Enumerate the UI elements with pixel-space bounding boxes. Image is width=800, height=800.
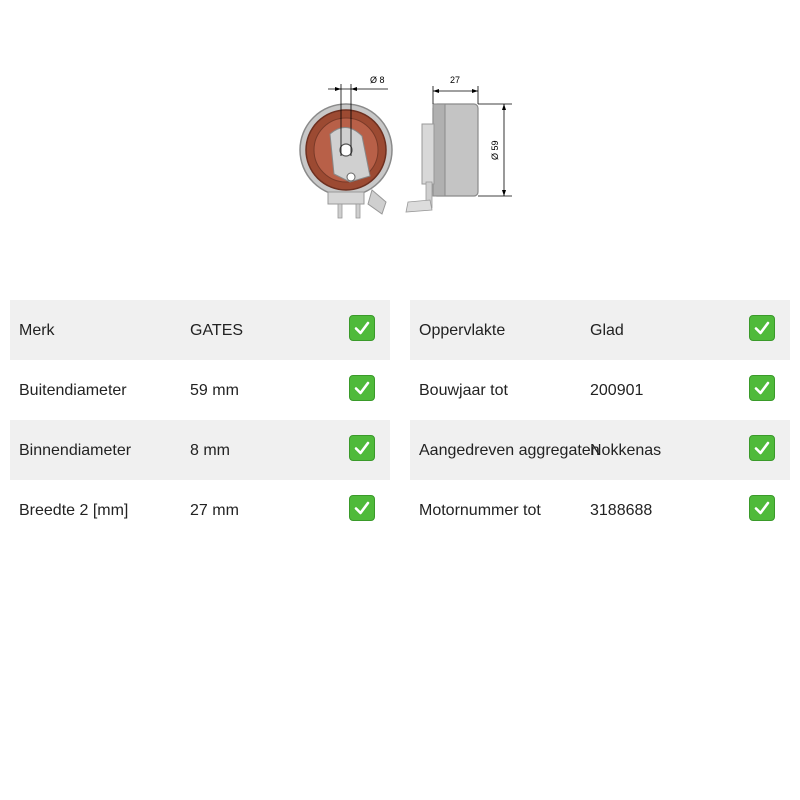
check-mark-button-icon bbox=[749, 375, 775, 401]
spec-label: Motornummer tot bbox=[419, 502, 541, 519]
check-mark-button-icon bbox=[349, 375, 375, 401]
spec-label: Buitendiameter bbox=[19, 382, 127, 399]
spec-value: Nokkenas bbox=[590, 442, 662, 459]
spec-label: Breedte 2 [mm] bbox=[19, 502, 129, 519]
check-mark-button-icon bbox=[749, 435, 775, 461]
spec-row-driven-units bbox=[410, 420, 790, 480]
spec-row-engine-number-to bbox=[410, 480, 790, 540]
check-mark-button-icon bbox=[749, 495, 775, 521]
spec-label: Bouwjaar tot bbox=[419, 382, 508, 399]
spec-row-inner-diameter bbox=[10, 420, 390, 480]
check-mark-button-icon bbox=[749, 315, 775, 341]
spec-table-right bbox=[410, 300, 790, 540]
spec-label: Binnendiameter bbox=[19, 442, 132, 459]
check-mark-button-icon bbox=[349, 315, 375, 341]
width-dimension-label: 27 bbox=[450, 75, 461, 85]
front-view bbox=[300, 84, 392, 218]
spec-value: GATES bbox=[190, 322, 244, 339]
spec-row-outer-diameter bbox=[10, 360, 390, 420]
spec-label: Aangedreven aggregaten bbox=[419, 442, 600, 459]
spec-value: 8 mm bbox=[190, 442, 230, 459]
spec-table-left bbox=[10, 300, 390, 540]
outer-diameter-dimension-label: Ø 59 bbox=[490, 140, 500, 160]
spec-row-width bbox=[10, 480, 390, 540]
spec-value: 200901 bbox=[590, 382, 644, 399]
spec-label: Oppervlakte bbox=[419, 322, 506, 339]
spec-row-build-year-to bbox=[410, 360, 790, 420]
spec-value: Glad bbox=[590, 322, 624, 339]
tensioner-pulley-drawing bbox=[290, 64, 530, 234]
check-mark-button-icon bbox=[349, 435, 375, 461]
bore-dimension-label: Ø 8 bbox=[370, 75, 385, 85]
spec-row-surface bbox=[410, 300, 790, 360]
spec-value: 3188688 bbox=[590, 502, 653, 519]
check-mark-button-icon bbox=[349, 495, 375, 521]
spec-value: 59 mm bbox=[190, 382, 239, 399]
spec-label: Merk bbox=[19, 322, 55, 339]
spec-value: 27 mm bbox=[190, 502, 239, 519]
spec-row-brand bbox=[10, 300, 390, 360]
